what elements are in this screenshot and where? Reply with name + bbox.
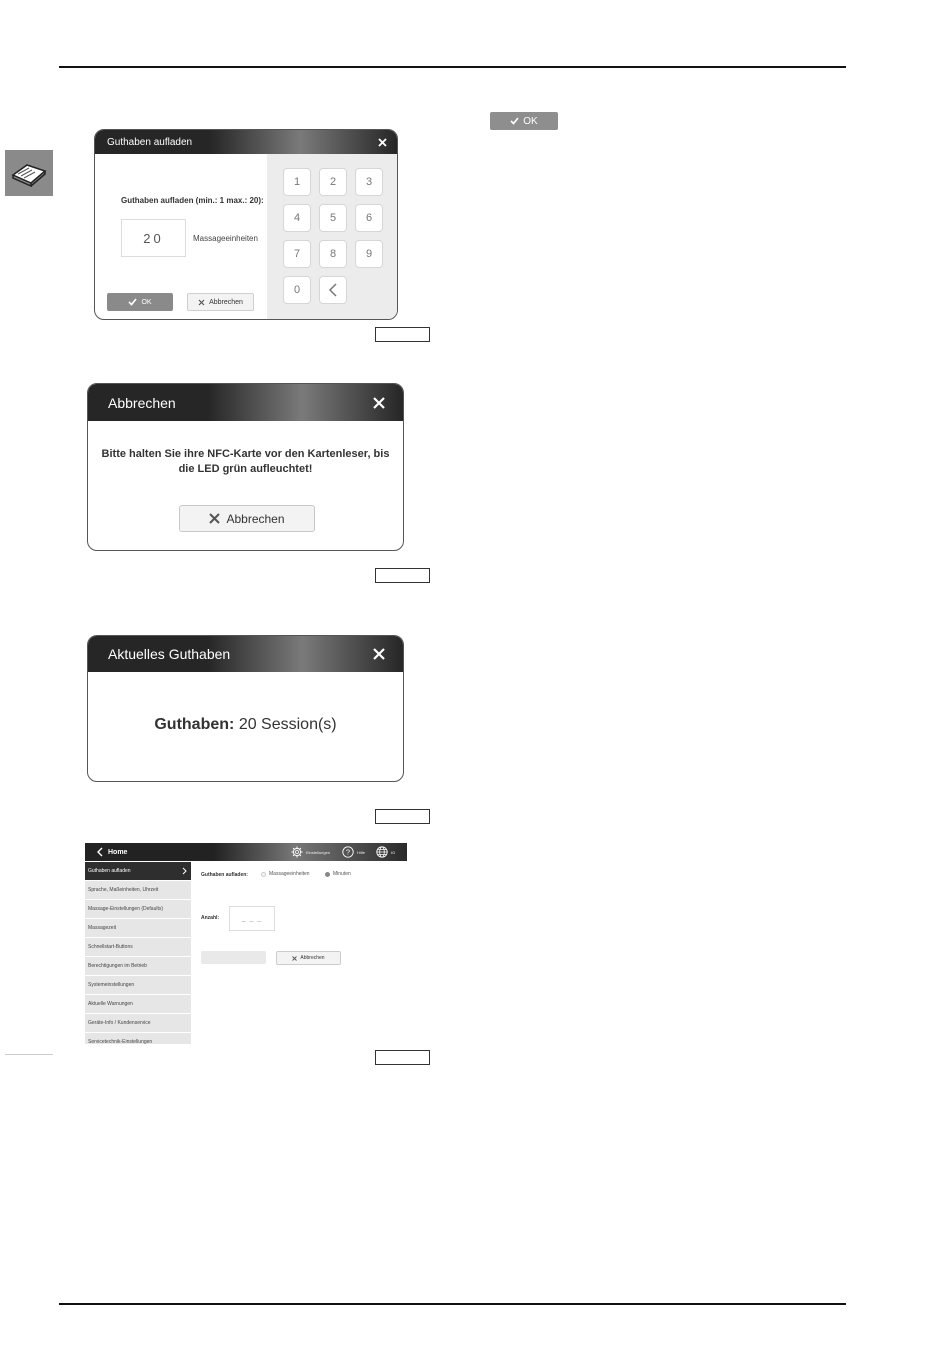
key-0[interactable]: 0	[283, 276, 311, 304]
close-icon	[292, 956, 297, 961]
dialog-header	[88, 636, 403, 672]
figure-label-box	[375, 1050, 430, 1065]
sidebar-item-massage-time[interactable]	[85, 919, 191, 937]
key-8[interactable]: 8	[319, 240, 347, 268]
nfc-dialog	[87, 383, 404, 551]
key-5[interactable]: 5	[319, 204, 347, 232]
cancel-label: Abbrechen	[226, 511, 285, 526]
ok-label: OK	[141, 298, 152, 306]
side-divider	[5, 1054, 53, 1055]
help-label: Hilfe	[357, 849, 366, 855]
amount-field[interactable]: 20	[121, 219, 186, 257]
radio-dot-selected	[325, 872, 330, 877]
ok-button[interactable]	[107, 293, 173, 311]
key-4[interactable]: 4	[283, 204, 311, 232]
sidebar-item-quickstart[interactable]	[85, 938, 191, 956]
ok-button-disabled[interactable]	[201, 951, 266, 964]
radio-units-label: Massageeinheiten	[269, 871, 310, 877]
chevron-left-icon	[97, 847, 103, 857]
gear-icon	[291, 846, 303, 858]
sidebar-item-topup[interactable]	[85, 862, 191, 880]
dialog-header	[88, 384, 403, 421]
radio-minutes-label: Minuten	[333, 871, 351, 877]
top-rule	[59, 66, 846, 68]
sidebar-item-label: Servicetechnik-Einstellungen	[88, 1039, 153, 1044]
sidebar-item-label: Schnellstart-Buttons	[88, 944, 133, 950]
manual-book-tab	[5, 150, 53, 196]
key-9[interactable]: 9	[355, 240, 383, 268]
ok-button-sample	[490, 112, 558, 130]
amount-label: Anzahl:	[201, 915, 220, 921]
sidebar-item-device-info[interactable]	[85, 1014, 191, 1032]
close-icon[interactable]	[378, 138, 387, 147]
sidebar-item-permissions[interactable]	[85, 957, 191, 975]
close-icon	[209, 513, 220, 524]
settings-screen	[85, 843, 407, 1044]
sidebar-item-language[interactable]	[85, 881, 191, 899]
topup-prompt: Guthaben aufladen (min.: 1 max.: 20):	[121, 196, 264, 205]
balance-label: Guthaben:	[154, 716, 235, 733]
key-3[interactable]: 3	[355, 168, 383, 196]
sidebar-item-label: Sprache, Maßeinheiten, Uhrzeit	[88, 887, 159, 893]
home-label: Home	[108, 848, 128, 856]
sidebar-item-label: Massagezeit	[88, 925, 117, 931]
topup-form	[95, 154, 267, 319]
dialog-title: Aktuelles Guthaben	[108, 646, 231, 662]
svg-text:?: ?	[345, 847, 351, 857]
dialog-title: Abbrechen	[108, 394, 176, 411]
cancel-label: Abbrechen	[209, 298, 243, 306]
cancel-button[interactable]	[187, 293, 254, 311]
nfc-message-line1: Bitte halten Sie ihre NFC-Karte vor den Kartenleser, bis	[101, 448, 390, 460]
check-icon	[128, 298, 137, 306]
bottom-rule	[59, 1303, 846, 1305]
balance-dialog	[87, 635, 404, 782]
cancel-label: Abbrechen	[300, 955, 325, 961]
sidebar-item-system[interactable]	[85, 976, 191, 994]
numeric-keypad	[267, 154, 397, 319]
chevron-right-icon	[182, 867, 187, 875]
sidebar-item-label: Aktuelle Warnungen	[88, 1001, 133, 1007]
unit-label: Massageeinheiten	[193, 234, 258, 243]
settings-content	[191, 862, 407, 1044]
close-icon[interactable]	[373, 648, 385, 660]
close-icon[interactable]	[373, 397, 385, 409]
radio-units[interactable]	[261, 871, 310, 877]
key-2[interactable]: 2	[319, 168, 347, 196]
figure-label-box	[375, 809, 430, 824]
help-icon	[342, 846, 354, 858]
figure-label-box	[375, 327, 430, 342]
check-icon	[510, 117, 519, 125]
home-button[interactable]	[97, 843, 127, 861]
language-label: IG	[391, 849, 396, 855]
topup-dialog	[94, 129, 398, 320]
figure-label-box	[375, 568, 430, 583]
book-icon	[9, 159, 49, 187]
nfc-message-line2: die LED grün aufleuchtet!	[178, 463, 313, 475]
sidebar-item-massage-defaults[interactable]	[85, 900, 191, 918]
help-button[interactable]	[342, 843, 365, 861]
cancel-button[interactable]	[179, 505, 315, 532]
radio-minutes[interactable]	[325, 871, 351, 877]
sidebar-item-service[interactable]	[85, 1033, 191, 1044]
amount-input[interactable]: _ _ _	[229, 906, 275, 931]
radio-dot	[261, 872, 266, 877]
cancel-button[interactable]	[276, 951, 341, 965]
backspace-key[interactable]	[319, 276, 347, 304]
sidebar-item-label: Massage-Einstellungen (Defaults)	[88, 906, 164, 912]
sidebar-item-label: Systemeinstellungen	[88, 982, 135, 988]
language-button[interactable]	[376, 843, 395, 861]
key-7[interactable]: 7	[283, 240, 311, 268]
close-icon	[198, 299, 205, 306]
key-6[interactable]: 6	[355, 204, 383, 232]
topup-label: Guthaben aufladen:	[201, 872, 248, 878]
key-1[interactable]: 1	[283, 168, 311, 196]
top-bar	[85, 843, 407, 861]
globe-icon	[376, 846, 388, 858]
sidebar-item-warnings[interactable]	[85, 995, 191, 1013]
nfc-message	[88, 447, 403, 477]
dialog-header	[95, 130, 397, 154]
settings-label: Einstellungen	[306, 849, 331, 855]
dialog-title: Guthaben aufladen	[107, 136, 193, 148]
ok-label: OK	[523, 115, 538, 127]
sidebar-item-label: Guthaben aufladen	[88, 868, 131, 874]
balance-message	[88, 716, 403, 734]
chevron-left-icon	[328, 283, 338, 297]
balance-value: 20 Session(s)	[238, 716, 337, 733]
settings-button[interactable]	[291, 843, 330, 861]
sidebar-item-label: Berechtigungen im Betrieb	[88, 963, 147, 969]
settings-sidebar	[85, 862, 191, 1044]
sidebar-item-label: Geräte-Info / Kundenservice	[88, 1020, 151, 1026]
